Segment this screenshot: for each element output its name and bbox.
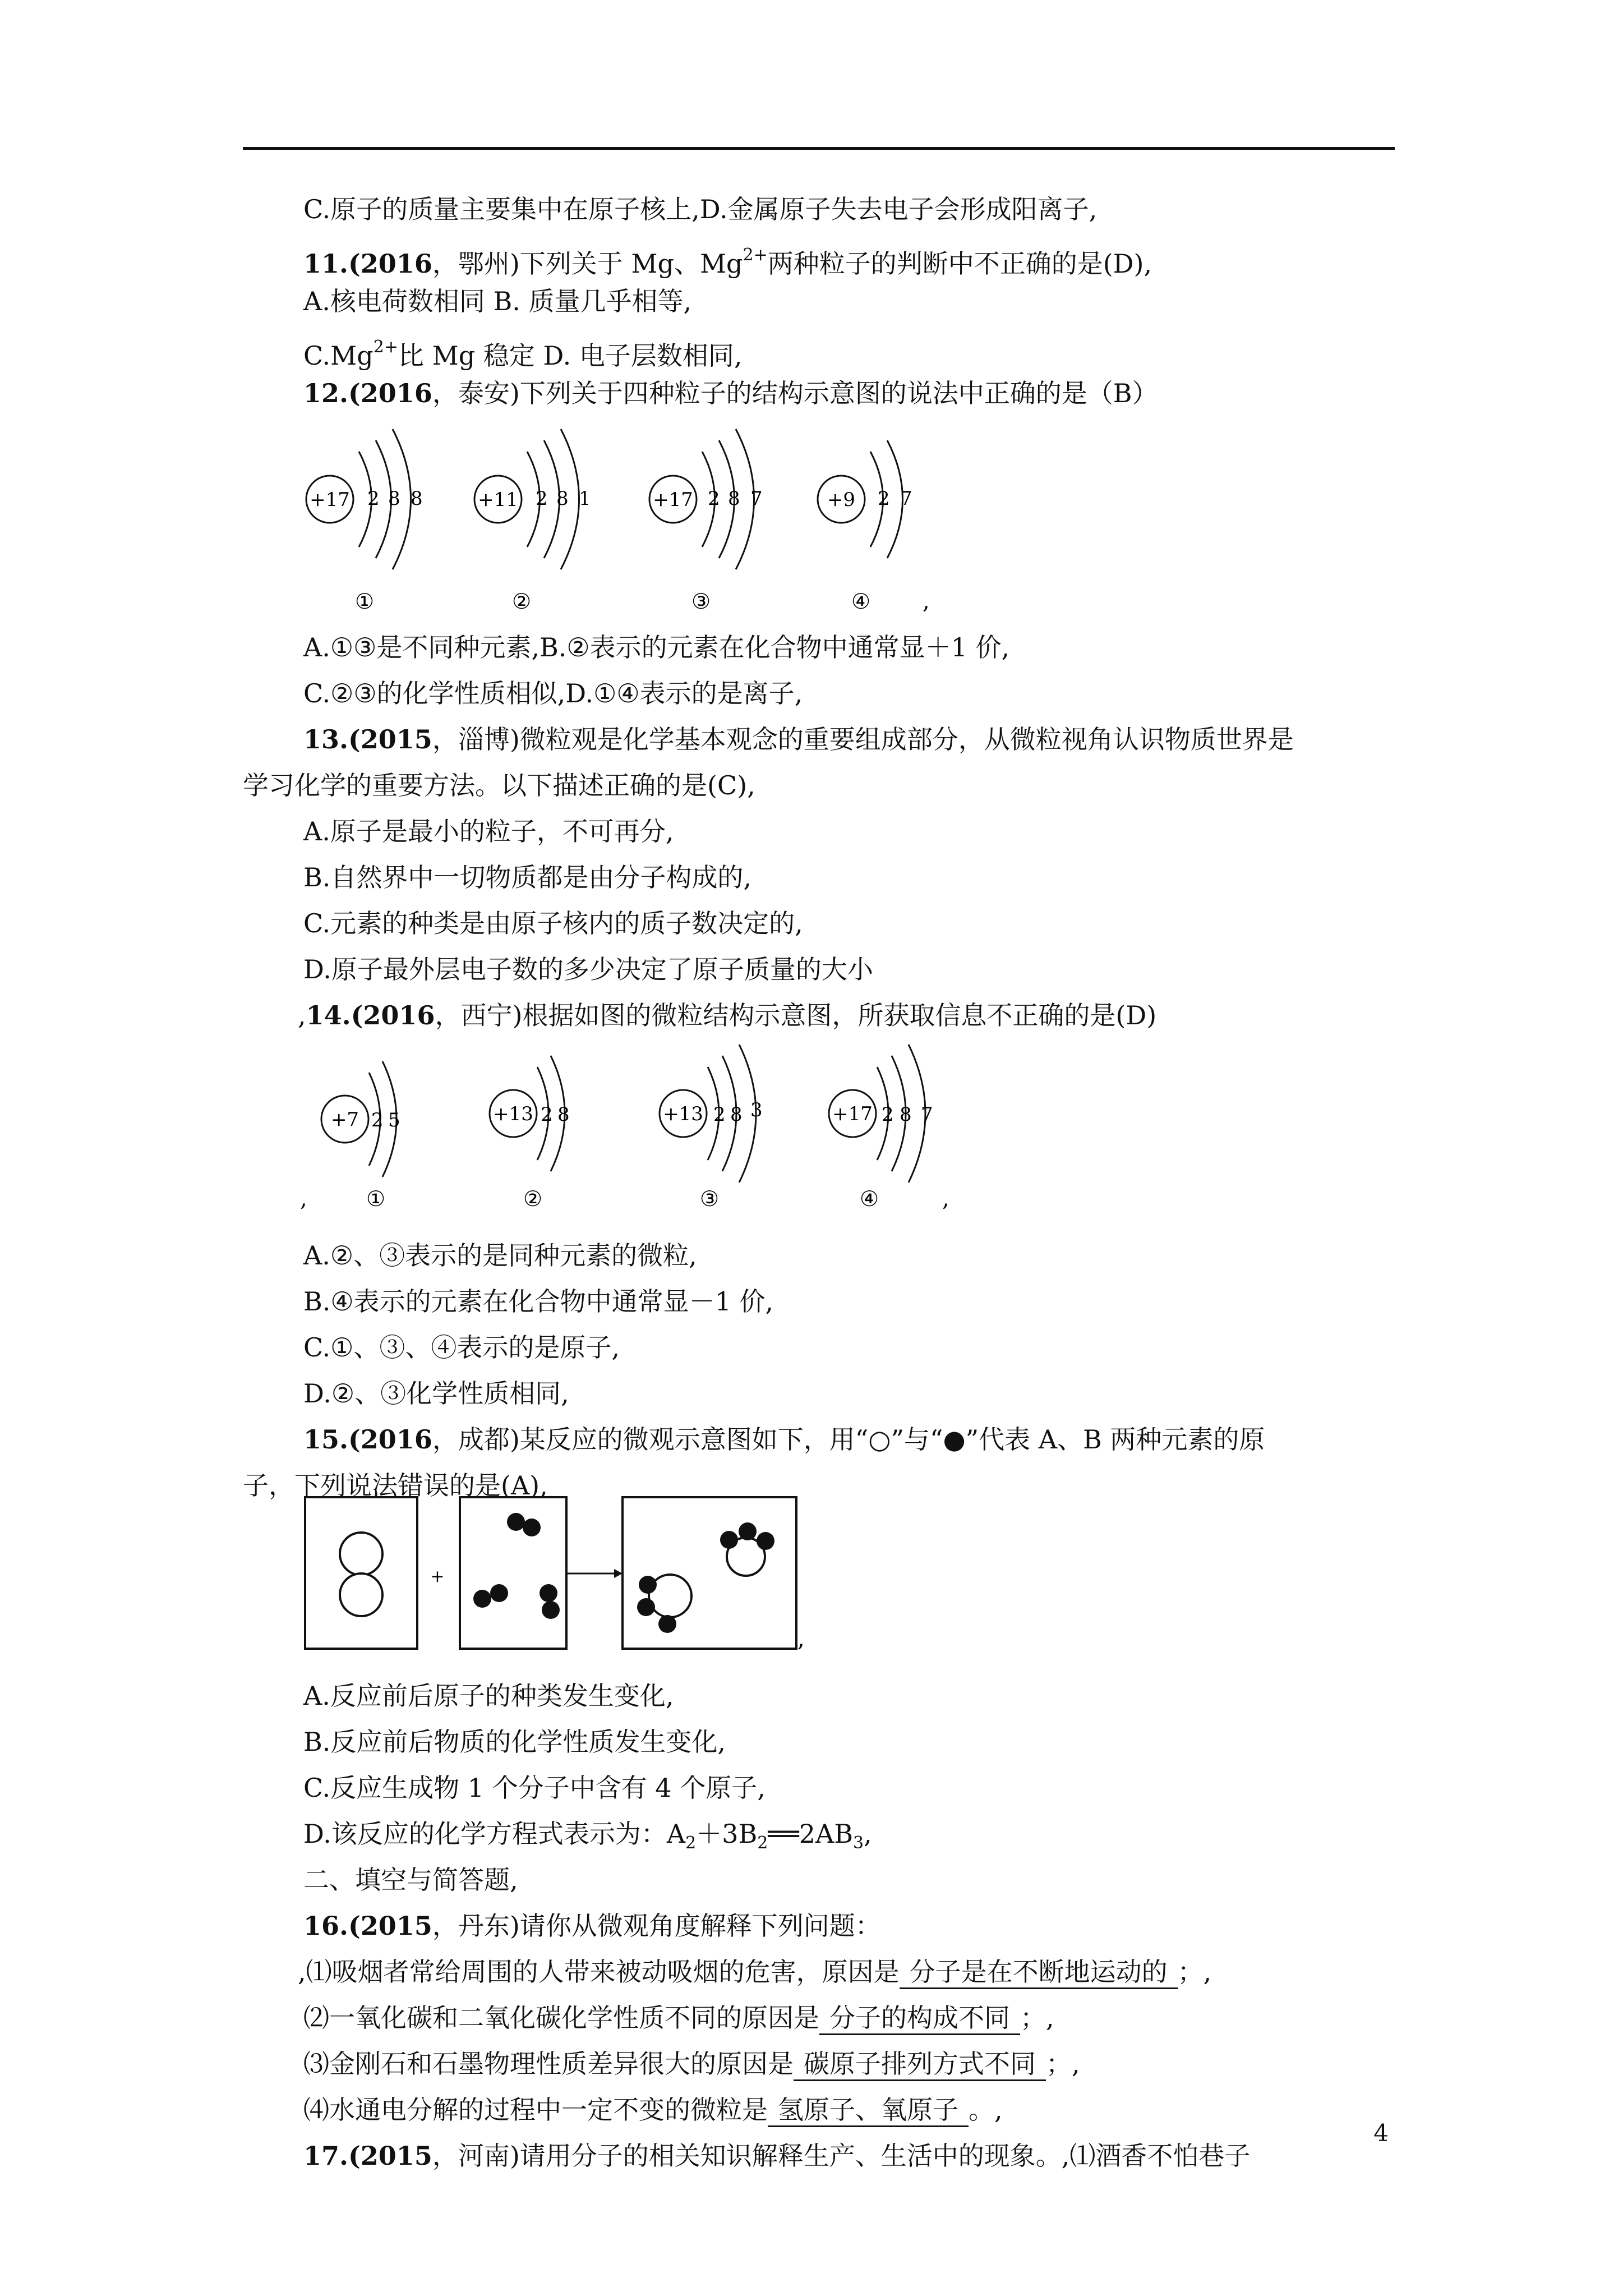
q15-reaction-diagram — [303, 1495, 864, 1663]
shell-count: 2 — [882, 1103, 894, 1126]
q14-stem: ,14.(2016，西宁)根据如图的微粒结构示意图，所获取信息不正确的是(D) — [298, 1000, 1157, 1030]
nucleus-label: +11 — [478, 489, 518, 511]
nucleus-label: +13 — [493, 1103, 533, 1125]
shell-count: 8 — [388, 487, 400, 510]
atom-diagram-4 — [829, 1045, 933, 1211]
shell-count: 2 — [371, 1109, 384, 1131]
figure-trail: , — [797, 1626, 805, 1652]
reaction-arrow — [566, 1569, 623, 1578]
nucleus-label: +17 — [310, 489, 350, 511]
q16-part4: ⑷水通电分解的过程中一定不变的微粒是 氢原子、氧原子 。, — [303, 2094, 1003, 2127]
q11-options-ab: A.核电荷数相同 B. 质量几乎相等, — [303, 286, 692, 316]
shell-count: 1 — [579, 487, 591, 510]
header-rule — [243, 147, 1395, 150]
atom-diagram-3 — [649, 429, 763, 614]
q15-option-b: B.反应前后物质的化学性质发生变化, — [303, 1727, 726, 1757]
q13-option-c: C.元素的种类是由原子核内的质子数决定的, — [303, 908, 803, 938]
atom-diagram-4 — [818, 440, 912, 614]
q11-stem: 11.(2016，鄂州)下列关于 Mg、$Mg^{2+}$两种粒子的判断中不正确的是(D), — [303, 245, 1152, 279]
product-ab3-box — [623, 1497, 796, 1649]
q12-atom-structure-figure — [292, 415, 1021, 623]
diagram-label: ④ — [859, 1186, 879, 1211]
q13-option-d: D.原子最外层电子数的多少决定了原子质量的大小 — [303, 954, 873, 984]
shell-count: 2 — [367, 487, 380, 510]
q13-option-b: B.自然界中一切物质都是由分子构成的, — [303, 862, 752, 892]
nucleus-label: +9 — [827, 489, 856, 511]
q15-option-a: A.反应前后原子的种类发生变化, — [303, 1681, 674, 1711]
shell-count: 8 — [900, 1103, 912, 1126]
diagram-label: ① — [366, 1186, 386, 1211]
q12-options-ab: A.①③是不同种元素,B.②表示的元素在化合物中通常显＋1 价, — [303, 632, 1010, 662]
answer-blank: 分子是在不断地运动的 — [900, 1956, 1178, 1989]
diagram-label: ② — [511, 589, 532, 614]
q12-options-cd: C.②③的化学性质相似,D.①④表示的是离子, — [303, 678, 803, 708]
atom-diagram-2 — [474, 429, 591, 614]
q16-part1: ,⑴吸烟者常给周围的人带来被动吸烟的危害，原因是 分子是在不断地运动的 ；, — [298, 1956, 1211, 1989]
shell-count: 8 — [730, 1103, 743, 1126]
q14-option-d: D.②、③化学性质相同, — [303, 1378, 569, 1409]
q15-stem-line2: 子，下列说法错误的是(A), — [243, 1470, 548, 1501]
shell-count: 7 — [750, 487, 763, 510]
shell-count: 3 — [750, 1099, 763, 1121]
q13-stem-line2: 学习化学的重要方法。以下描述正确的是(C), — [243, 770, 755, 800]
q14-option-c: C.①、③、④表示的是原子, — [303, 1332, 620, 1363]
shell-count: 8 — [556, 487, 569, 510]
shell-count: 2 — [878, 487, 890, 510]
atom-diagram-1 — [321, 1061, 400, 1211]
figure-lead: , — [300, 1186, 307, 1212]
shell-count: 7 — [900, 487, 912, 510]
diagram-label: ① — [354, 589, 375, 614]
nucleus-label: +13 — [663, 1103, 703, 1125]
diagram-label: ② — [523, 1186, 543, 1211]
q14-atom-structure-figure — [292, 1038, 1021, 1240]
q15-stem: 15.(2016，成都)某反应的微观示意图如下，用“○”与“●”代表 A、B 两种元素的原 — [303, 1424, 1265, 1455]
q14-option-b: B.④表示的元素在化合物中通常显－1 价, — [303, 1286, 774, 1317]
q16-part3: ⑶金刚石和石墨物理性质差异很大的原因是 碳原子排列方式不同 ；, — [303, 2048, 1080, 2081]
diagram-label: ③ — [699, 1186, 720, 1211]
shell-count: 8 — [557, 1103, 570, 1126]
shell-count: 2 — [541, 1103, 553, 1126]
q15-option-d: D.该反应的化学方程式表示为：$A_2+3B_2══2AB_3$, — [303, 1819, 872, 1853]
q14-option-a: A.②、③表示的是同种元素的微粒, — [303, 1240, 697, 1271]
shell-count: 8 — [411, 487, 423, 510]
reactant-b2-box — [460, 1497, 566, 1649]
q11-options-cd: $C.Mg^{2+}$比 Mg 稳定 D. 电子层数相同, — [303, 337, 743, 371]
nucleus-label: +7 — [330, 1108, 359, 1131]
atom-diagram-1 — [306, 429, 423, 614]
figure-trail: , — [923, 588, 930, 614]
nucleus-label: +17 — [653, 489, 693, 511]
shell-count: 2 — [708, 487, 720, 510]
shell-count: 2 — [536, 487, 548, 510]
answer-blank: 分子的构成不同 — [819, 2002, 1020, 2035]
atom-diagram-2 — [490, 1056, 570, 1211]
plus-sign: + — [430, 1567, 445, 1586]
atom-diagram-3 — [660, 1045, 763, 1211]
figure-trail: , — [942, 1186, 949, 1212]
q13-option-a: A.原子是最小的粒子，不可再分, — [303, 816, 674, 846]
q16-part2: ⑵一氧化碳和二氧化碳化学性质不同的原因是 分子的构成不同 ；, — [303, 2002, 1054, 2035]
shell-count: 5 — [388, 1109, 400, 1131]
diagram-label: ④ — [851, 589, 871, 614]
q13-stem: 13.(2015，淄博)微粒观是化学基本观念的重要组成部分，从微粒视角认识物质世界是 — [303, 724, 1294, 754]
q12-stem: 12.(2016，泰安)下列关于四种粒子的结构示意图的说法中正确的是（B） — [303, 378, 1158, 408]
section-heading-fill-in: 二、填空与简答题, — [303, 1865, 518, 1895]
q15-option-c: C.反应生成物 1 个分子中含有 4 个原子, — [303, 1773, 766, 1803]
page-number: 4 — [1373, 2119, 1389, 2147]
q16-stem: 16.(2015，丹东)请你从微观角度解释下列问题： — [303, 1911, 881, 1941]
shell-count: 2 — [713, 1103, 726, 1126]
line-q10-cd: C.原子的质量主要集中在原子核上,D.金属原子失去电子会形成阳离子, — [303, 194, 1098, 224]
shell-count: 8 — [728, 487, 740, 510]
shell-count: 7 — [921, 1103, 933, 1126]
reactant-a2-box — [305, 1497, 417, 1649]
answer-blank: 氢原子、氧原子 — [768, 2094, 969, 2127]
q17-stem: 17.(2015，河南)请用分子的相关知识解释生产、生活中的现象。,⑴酒香不怕巷子 — [303, 2141, 1251, 2171]
diagram-label: ③ — [691, 589, 711, 614]
nucleus-label: +17 — [832, 1103, 873, 1125]
answer-blank: 碳原子排列方式不同 — [794, 2048, 1046, 2081]
